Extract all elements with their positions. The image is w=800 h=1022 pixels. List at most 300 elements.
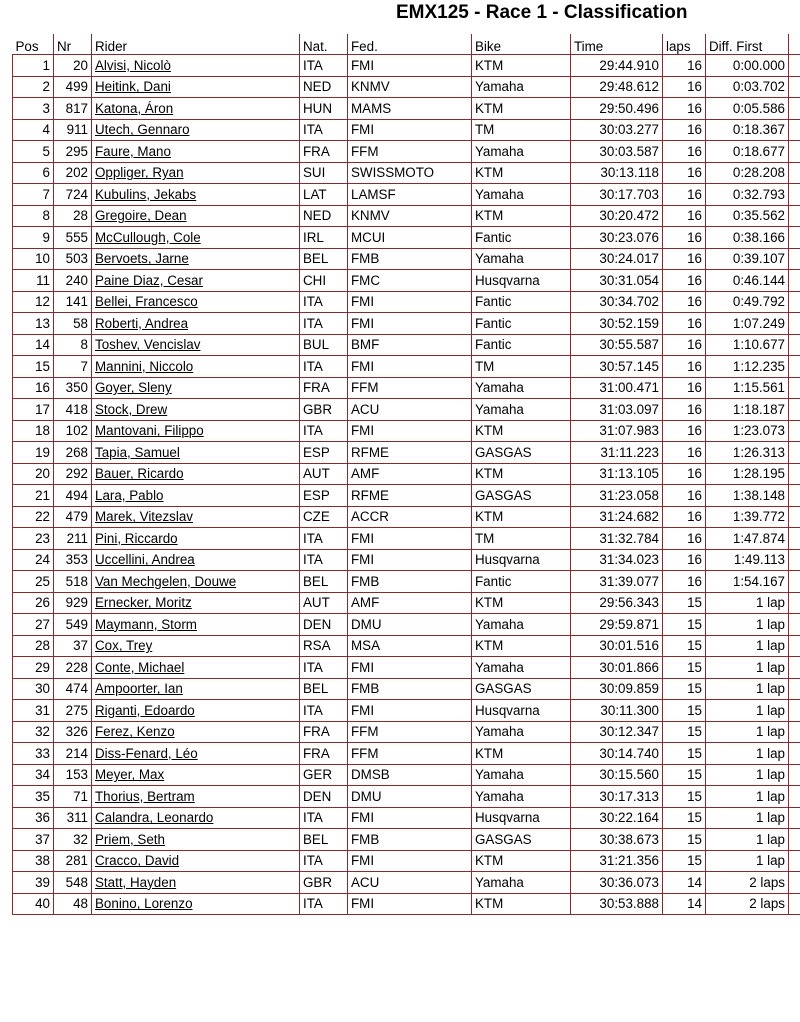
- cell-time: 30:55.587: [571, 334, 663, 356]
- cell-time: 31:07.983: [571, 420, 663, 442]
- cell-pos: 3: [13, 98, 54, 120]
- rider-link[interactable]: Bonino, Lorenzo: [95, 896, 193, 912]
- cell-fed: FMI: [348, 549, 472, 571]
- cell-bike: Fantic: [472, 571, 571, 593]
- rider-link[interactable]: Stock, Drew: [95, 401, 168, 417]
- header-pos: Pos: [15, 39, 39, 54]
- cell-bike: GASGAS: [472, 829, 571, 851]
- cell-laps: 16: [663, 55, 706, 77]
- rider-link[interactable]: Cracco, David: [95, 853, 180, 869]
- cell-time: 31:32.784: [571, 528, 663, 550]
- cell-extra: [789, 657, 800, 679]
- cell-diff-first: 1 lap: [706, 635, 789, 657]
- cell-nat: BEL: [300, 248, 348, 270]
- cell-fed: FMB: [348, 678, 472, 700]
- cell-nat: BUL: [300, 334, 348, 356]
- cell-fed: FMB: [348, 829, 472, 851]
- cell-bike: KTM: [472, 743, 571, 765]
- cell-fed: SWISSMOTO: [348, 162, 472, 184]
- cell-time: 30:53.888: [571, 893, 663, 915]
- cell-fed: FMI: [348, 700, 472, 722]
- cell-time: 29:59.871: [571, 614, 663, 636]
- cell-nat: BEL: [300, 678, 348, 700]
- table-row: [13, 76, 800, 98]
- cell-rider: [92, 141, 300, 163]
- cell-nr: 141: [54, 291, 92, 313]
- cell-rider: [92, 614, 300, 636]
- cell-fed: KNMV: [348, 205, 472, 227]
- cell-bike: GASGAS: [472, 678, 571, 700]
- cell-nr: 350: [54, 377, 92, 399]
- cell-bike: Yamaha: [472, 721, 571, 743]
- cell-nr: 353: [54, 549, 92, 571]
- cell-pos: 30: [13, 678, 54, 700]
- cell-laps: 16: [663, 334, 706, 356]
- cell-fed: DMSB: [348, 764, 472, 786]
- rider-link[interactable]: Kubulins, Jekabs: [95, 186, 197, 202]
- cell-pos: 27: [13, 614, 54, 636]
- table-row: [13, 721, 800, 743]
- cell-diff-first: 0:00.000: [706, 55, 789, 77]
- cell-nat: RSA: [300, 635, 348, 657]
- rider-link[interactable]: Alvisi, Nicolò: [95, 57, 171, 73]
- cell-fed: FMI: [348, 420, 472, 442]
- rider-link[interactable]: Bellei, Francesco: [95, 294, 198, 310]
- cell-time: 31:11.223: [571, 442, 663, 464]
- cell-diff-first: 1 lap: [706, 850, 789, 872]
- cell-time: 30:24.017: [571, 248, 663, 270]
- rider-link[interactable]: Van Mechgelen, Douwe: [95, 573, 237, 589]
- cell-fed: FMI: [348, 893, 472, 915]
- cell-rider: [92, 55, 300, 77]
- rider-link[interactable]: Pini, Riccardo: [95, 530, 178, 546]
- cell-pos: 16: [13, 377, 54, 399]
- cell-diff-first: 1 lap: [706, 807, 789, 829]
- cell-rider: [92, 807, 300, 829]
- cell-diff-first: 1:26.313: [706, 442, 789, 464]
- rider-link[interactable]: Cox, Trey: [95, 638, 153, 654]
- cell-bike: Yamaha: [472, 141, 571, 163]
- cell-bike: KTM: [472, 893, 571, 915]
- cell-extra: [789, 528, 800, 550]
- cell-rider: [92, 98, 300, 120]
- cell-extra: [789, 313, 800, 335]
- cell-fed: FMI: [348, 55, 472, 77]
- rider-link[interactable]: Conte, Michael: [95, 659, 185, 675]
- table-row: [13, 291, 800, 313]
- cell-pos: 18: [13, 420, 54, 442]
- cell-time: 30:17.313: [571, 786, 663, 808]
- cell-diff-first: 1 lap: [706, 700, 789, 722]
- cell-fed: FMI: [348, 119, 472, 141]
- cell-laps: 16: [663, 291, 706, 313]
- cell-time: 29:50.496: [571, 98, 663, 120]
- cell-rider: [92, 571, 300, 593]
- table-row: [13, 141, 800, 163]
- cell-time: 30:57.145: [571, 356, 663, 378]
- cell-rider: [92, 721, 300, 743]
- cell-nat: NED: [300, 76, 348, 98]
- cell-fed: AMF: [348, 463, 472, 485]
- cell-extra: [789, 248, 800, 270]
- cell-extra: [789, 893, 800, 915]
- rider-link[interactable]: Uccellini, Andrea: [95, 552, 195, 568]
- table-row: [13, 786, 800, 808]
- cell-diff-first: 2 laps: [706, 872, 789, 894]
- table-row: [13, 635, 800, 657]
- cell-bike: Husqvarna: [472, 700, 571, 722]
- table-row: [13, 227, 800, 249]
- cell-nat: AUT: [300, 463, 348, 485]
- cell-extra: [789, 205, 800, 227]
- cell-nat: IRL: [300, 227, 348, 249]
- cell-extra: [789, 614, 800, 636]
- cell-nr: 326: [54, 721, 92, 743]
- cell-nat: LAT: [300, 184, 348, 206]
- cell-extra: [789, 829, 800, 851]
- cell-nat: ITA: [300, 313, 348, 335]
- cell-diff-first: 1:28.195: [706, 463, 789, 485]
- header-extra: [789, 34, 800, 55]
- cell-bike: KTM: [472, 420, 571, 442]
- rider-link[interactable]: Marek, Vitezslav: [95, 509, 193, 525]
- cell-time: 30:14.740: [571, 743, 663, 765]
- cell-extra: [789, 98, 800, 120]
- cell-time: 30:11.300: [571, 700, 663, 722]
- rider-link[interactable]: Utech, Gennaro: [95, 122, 190, 138]
- cell-rider: [92, 549, 300, 571]
- cell-nat: ITA: [300, 657, 348, 679]
- cell-nr: 228: [54, 657, 92, 679]
- table-row: [13, 549, 800, 571]
- cell-pos: 14: [13, 334, 54, 356]
- cell-nr: 518: [54, 571, 92, 593]
- cell-extra: [789, 291, 800, 313]
- rider-link[interactable]: Diss-Fenard, Léo: [95, 745, 198, 761]
- rider-link[interactable]: Paine Diaz, Cesar: [95, 272, 203, 288]
- cell-diff-first: 0:28.208: [706, 162, 789, 184]
- cell-rider: [92, 442, 300, 464]
- cell-rider: [92, 700, 300, 722]
- cell-rider: [92, 893, 300, 915]
- cell-diff-first: 1 lap: [706, 614, 789, 636]
- cell-nr: 494: [54, 485, 92, 507]
- rider-link[interactable]: Ampoorter, Ian: [95, 681, 183, 697]
- cell-extra: [789, 743, 800, 765]
- cell-time: 29:44.910: [571, 55, 663, 77]
- cell-pos: 9: [13, 227, 54, 249]
- cell-pos: 12: [13, 291, 54, 313]
- cell-bike: Yamaha: [472, 184, 571, 206]
- table-row: [13, 442, 800, 464]
- cell-laps: 15: [663, 786, 706, 808]
- cell-time: 31:39.077: [571, 571, 663, 593]
- cell-rider: [92, 528, 300, 550]
- cell-rider: [92, 506, 300, 528]
- cell-pos: 34: [13, 764, 54, 786]
- cell-nr: 8: [54, 334, 92, 356]
- cell-laps: 14: [663, 872, 706, 894]
- cell-diff-first: 1 lap: [706, 592, 789, 614]
- cell-nr: 7: [54, 356, 92, 378]
- table-row: [13, 872, 800, 894]
- header-laps: laps: [663, 34, 706, 55]
- table-row: [13, 334, 800, 356]
- cell-diff-first: 1:10.677: [706, 334, 789, 356]
- cell-bike: GASGAS: [472, 485, 571, 507]
- cell-pos: 39: [13, 872, 54, 894]
- cell-nr: 281: [54, 850, 92, 872]
- cell-time: 31:34.023: [571, 549, 663, 571]
- rider-link[interactable]: Roberti, Andrea: [95, 315, 189, 331]
- cell-fed: AMF: [348, 592, 472, 614]
- cell-fed: FMI: [348, 528, 472, 550]
- cell-time: 29:56.343: [571, 592, 663, 614]
- rider-link[interactable]: Tapia, Samuel: [95, 444, 180, 460]
- cell-extra: [789, 764, 800, 786]
- cell-nr: 37: [54, 635, 92, 657]
- header-fed: Fed.: [348, 34, 472, 55]
- cell-fed: FMI: [348, 807, 472, 829]
- cell-nr: 555: [54, 227, 92, 249]
- cell-nr: 292: [54, 463, 92, 485]
- cell-rider: [92, 270, 300, 292]
- cell-nat: GBR: [300, 399, 348, 421]
- cell-fed: MAMS: [348, 98, 472, 120]
- cell-diff-first: 1:12.235: [706, 356, 789, 378]
- cell-nr: 724: [54, 184, 92, 206]
- cell-nr: 102: [54, 420, 92, 442]
- cell-time: 31:23.058: [571, 485, 663, 507]
- cell-time: 30:17.703: [571, 184, 663, 206]
- rider-link[interactable]: Ernecker, Moritz: [95, 595, 192, 611]
- rider-link[interactable]: Maymann, Storm: [95, 616, 197, 632]
- cell-laps: 16: [663, 442, 706, 464]
- cell-nat: GBR: [300, 872, 348, 894]
- cell-bike: KTM: [472, 98, 571, 120]
- cell-pos: 11: [13, 270, 54, 292]
- cell-fed: FMI: [348, 313, 472, 335]
- cell-laps: 15: [663, 657, 706, 679]
- cell-pos: 24: [13, 549, 54, 571]
- cell-pos: 1: [13, 55, 54, 77]
- table-row: [13, 313, 800, 335]
- table-row: [13, 506, 800, 528]
- cell-diff-first: 1:49.113: [706, 549, 789, 571]
- cell-nat: CZE: [300, 506, 348, 528]
- cell-diff-first: 0:18.677: [706, 141, 789, 163]
- cell-time: 30:03.277: [571, 119, 663, 141]
- cell-rider: [92, 872, 300, 894]
- table-header-row: [13, 34, 800, 55]
- cell-nat: FRA: [300, 141, 348, 163]
- rider-link[interactable]: Mannini, Niccolo: [95, 358, 194, 374]
- cell-bike: Yamaha: [472, 764, 571, 786]
- cell-diff-first: 0:05.586: [706, 98, 789, 120]
- cell-fed: KNMV: [348, 76, 472, 98]
- cell-nr: 549: [54, 614, 92, 636]
- cell-bike: TM: [472, 528, 571, 550]
- cell-laps: 15: [663, 850, 706, 872]
- cell-nat: ITA: [300, 549, 348, 571]
- cell-laps: 16: [663, 571, 706, 593]
- cell-nat: ITA: [300, 119, 348, 141]
- rider-link[interactable]: Lara, Pablo: [95, 487, 164, 503]
- cell-pos: 7: [13, 184, 54, 206]
- cell-laps: 15: [663, 700, 706, 722]
- rider-link[interactable]: Goyer, Sleny: [95, 380, 172, 396]
- cell-nat: HUN: [300, 98, 348, 120]
- rider-link[interactable]: Toshev, Vencislav: [95, 337, 201, 353]
- cell-pos: 29: [13, 657, 54, 679]
- rider-link[interactable]: Mantovani, Filippo: [95, 423, 204, 439]
- cell-rider: [92, 248, 300, 270]
- cell-diff-first: 0:49.792: [706, 291, 789, 313]
- table-row: [13, 764, 800, 786]
- cell-extra: [789, 55, 800, 77]
- rider-link[interactable]: Statt, Hayden: [95, 874, 177, 890]
- cell-fed: FMI: [348, 657, 472, 679]
- table-row: [13, 377, 800, 399]
- rider-link[interactable]: Faure, Mano: [95, 143, 171, 159]
- cell-extra: [789, 549, 800, 571]
- rider-link[interactable]: Thorius, Bertram: [95, 788, 195, 804]
- cell-nr: 48: [54, 893, 92, 915]
- cell-laps: 15: [663, 743, 706, 765]
- cell-fed: DMU: [348, 786, 472, 808]
- cell-nr: 929: [54, 592, 92, 614]
- cell-pos: 4: [13, 119, 54, 141]
- rider-link[interactable]: Calandra, Leonardo: [95, 810, 214, 826]
- cell-diff-first: 1 lap: [706, 764, 789, 786]
- rider-link[interactable]: Meyer, Max: [95, 767, 165, 783]
- cell-laps: 15: [663, 678, 706, 700]
- cell-diff-first: 1:54.167: [706, 571, 789, 593]
- cell-bike: KTM: [472, 635, 571, 657]
- cell-pos: 38: [13, 850, 54, 872]
- cell-extra: [789, 141, 800, 163]
- rider-link[interactable]: Priem, Seth: [95, 831, 165, 847]
- cell-nr: 474: [54, 678, 92, 700]
- cell-extra: [789, 850, 800, 872]
- cell-time: 30:36.073: [571, 872, 663, 894]
- cell-laps: 15: [663, 721, 706, 743]
- cell-laps: 16: [663, 98, 706, 120]
- cell-pos: 35: [13, 786, 54, 808]
- cell-time: 30:20.472: [571, 205, 663, 227]
- cell-pos: 21: [13, 485, 54, 507]
- table-row: [13, 829, 800, 851]
- cell-rider: [92, 635, 300, 657]
- cell-diff-first: 1:39.772: [706, 506, 789, 528]
- cell-laps: 16: [663, 205, 706, 227]
- cell-bike: KTM: [472, 850, 571, 872]
- cell-extra: [789, 442, 800, 464]
- cell-fed: FMI: [348, 291, 472, 313]
- cell-bike: Yamaha: [472, 872, 571, 894]
- cell-laps: 16: [663, 528, 706, 550]
- cell-time: 30:38.673: [571, 829, 663, 851]
- cell-time: 30:34.702: [571, 291, 663, 313]
- cell-time: 30:01.866: [571, 657, 663, 679]
- rider-link[interactable]: Riganti, Edoardo: [95, 702, 195, 718]
- cell-rider: [92, 334, 300, 356]
- cell-time: 31:24.682: [571, 506, 663, 528]
- cell-laps: 16: [663, 248, 706, 270]
- cell-time: 29:48.612: [571, 76, 663, 98]
- cell-nr: 295: [54, 141, 92, 163]
- cell-bike: Yamaha: [472, 377, 571, 399]
- cell-pos: 19: [13, 442, 54, 464]
- page-title: EMX125 - Race 1 - Classification: [396, 2, 688, 23]
- cell-time: 30:22.164: [571, 807, 663, 829]
- cell-diff-first: 1 lap: [706, 829, 789, 851]
- cell-bike: KTM: [472, 506, 571, 528]
- cell-bike: KTM: [472, 162, 571, 184]
- cell-rider: [92, 592, 300, 614]
- table-row: [13, 614, 800, 636]
- cell-rider: [92, 850, 300, 872]
- cell-rider: [92, 76, 300, 98]
- cell-nat: ITA: [300, 807, 348, 829]
- cell-extra: [789, 162, 800, 184]
- rider-link[interactable]: Ferez, Kenzo: [95, 724, 175, 740]
- table-row: [13, 399, 800, 421]
- cell-nr: 71: [54, 786, 92, 808]
- cell-laps: 16: [663, 377, 706, 399]
- cell-time: 31:21.356: [571, 850, 663, 872]
- cell-nat: FRA: [300, 721, 348, 743]
- cell-extra: [789, 334, 800, 356]
- cell-pos: 26: [13, 592, 54, 614]
- header-diff-first: Diff. First: [706, 34, 789, 55]
- cell-nat: FRA: [300, 743, 348, 765]
- cell-nr: 911: [54, 119, 92, 141]
- cell-pos: 28: [13, 635, 54, 657]
- cell-nr: 58: [54, 313, 92, 335]
- cell-bike: KTM: [472, 205, 571, 227]
- cell-bike: Yamaha: [472, 657, 571, 679]
- cell-nr: 268: [54, 442, 92, 464]
- cell-fed: MSA: [348, 635, 472, 657]
- cell-laps: 16: [663, 420, 706, 442]
- cell-diff-first: 1:15.561: [706, 377, 789, 399]
- rider-link[interactable]: McCullough, Cole: [95, 229, 201, 245]
- cell-rider: [92, 184, 300, 206]
- rider-link[interactable]: Gregoire, Dean: [95, 208, 187, 224]
- cell-nat: ITA: [300, 55, 348, 77]
- cell-nr: 479: [54, 506, 92, 528]
- table-row: [13, 270, 800, 292]
- cell-fed: LAMSF: [348, 184, 472, 206]
- cell-fed: RFME: [348, 442, 472, 464]
- cell-bike: Fantic: [472, 291, 571, 313]
- cell-laps: 16: [663, 119, 706, 141]
- cell-pos: 2: [13, 76, 54, 98]
- cell-nr: 202: [54, 162, 92, 184]
- rider-link[interactable]: Heitink, Dani: [95, 79, 171, 95]
- rider-link[interactable]: Katona, Áron: [95, 100, 174, 116]
- rider-link[interactable]: Bervoets, Jarne: [95, 251, 189, 267]
- cell-laps: 15: [663, 764, 706, 786]
- cell-rider: [92, 657, 300, 679]
- rider-link[interactable]: Oppliger, Ryan: [95, 165, 184, 181]
- cell-extra: [789, 270, 800, 292]
- rider-link[interactable]: Bauer, Ricardo: [95, 466, 184, 482]
- cell-nat: FRA: [300, 377, 348, 399]
- cell-nr: 28: [54, 205, 92, 227]
- table-row: [13, 528, 800, 550]
